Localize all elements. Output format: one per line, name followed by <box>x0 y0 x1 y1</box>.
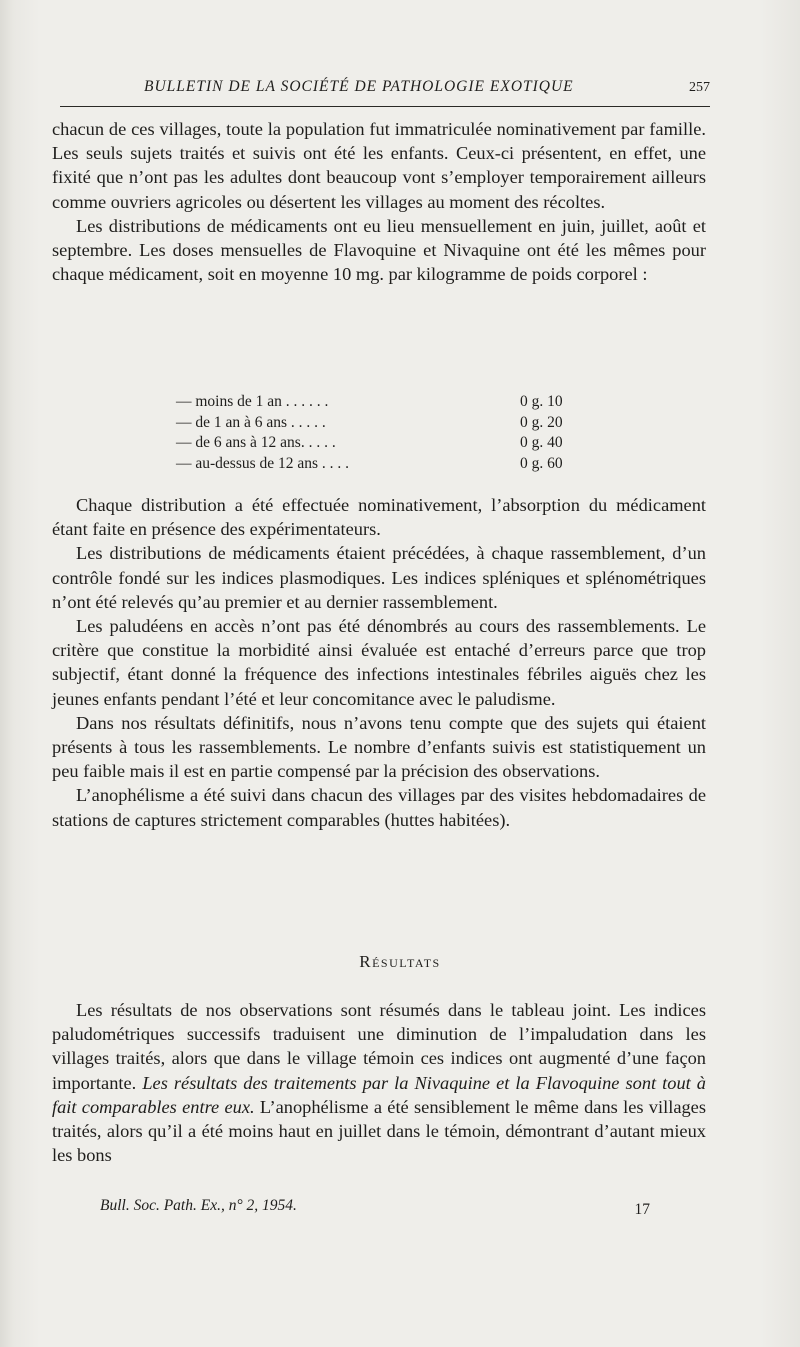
body-text-results <box>52 998 706 1167</box>
page-header <box>60 76 710 107</box>
dose-label: — moins de 1 an . . . . . . <box>176 393 329 410</box>
results-italic-text: Les résultats des traitements par la Nivaquine et la Flavoquine sont tout à fait comparables entre eux. <box>52 1072 706 1117</box>
dose-value: 0 g. 40 <box>520 434 563 451</box>
results-text: Les résultats de nos observations sont résumés dans le tableau joint. Les indices paludométriques successifs traduisent une diminution de l’impaludation dans les villages traités, alors que dans le village témoin ces indices ont augmenté d’une façon importante. <box>52 1000 706 1093</box>
section-title: Résultats <box>359 952 441 971</box>
results-text: L’anophélisme a été sensiblement le même dans les villages traités, alors qu’il a été moins haut en juillet dans le témoin, démontrant d’autant mieux les bons <box>52 1096 706 1166</box>
dose-row <box>176 392 596 413</box>
dose-value: 0 g. 10 <box>520 393 563 410</box>
dose-row <box>176 454 596 475</box>
page-number: 257 <box>689 80 710 95</box>
dose-table <box>176 392 596 474</box>
dose-value: 0 g. 60 <box>520 454 563 472</box>
body-text-top <box>52 117 706 286</box>
paragraph: L’anophélisme a été suivi dans chacun des villages par des visites hebdomadaires de stations de captures strictement comparables (huttes habitées). <box>52 785 706 830</box>
running-title: BULLETIN DE LA SOCIÉTÉ DE PATHOLOGIE EXOTIQUE <box>144 78 574 95</box>
dose-row <box>176 413 596 434</box>
paragraph <box>52 998 706 1167</box>
dose-label: — de 6 ans à 12 ans. . . . . <box>176 434 336 451</box>
dose-value: 0 g. 20 <box>520 413 563 431</box>
paragraph: Les distributions de médicaments ont eu lieu mensuellement en juin, juillet, août et septembre. Les doses mensuelles de Flavoquine et Nivaquine ont été les mêmes pour chaque médicament, soit en moyenne 10 mg. par kilogramme de poids corporel : <box>52 215 706 285</box>
paragraph: Dans nos résultats définitifs, nous n’avons tenu compte que des sujets qui étaient présents à tous les rassemblements. Le nombre d’enfants suivis est statistiquement un peu faible mais il est en partie compensé par la précision des observations. <box>52 712 706 782</box>
signature-mark: 17 <box>634 1201 650 1218</box>
dose-label: — au-dessus de 12 ans . . . . <box>176 454 350 472</box>
paragraph: chacun de ces villages, toute la population fut immatriculée nominativement par famille. Les seuls sujets traités et suivis ont été les enfants. Ceux-ci présentent, en effet, une fixité que n’ont pas les adultes dont beaucoup vont s’employer temporairement ailleurs comme ouvriers agricoles ou désertent les villages au moment des récoltes. <box>52 119 706 212</box>
page-footer <box>100 1197 660 1221</box>
dose-label: — de 1 an à 6 ans . . . . . <box>176 413 326 431</box>
body-text-middle <box>52 493 706 832</box>
footer-citation: Bull. Soc. Path. Ex., n° 2, 1954. <box>100 1197 297 1214</box>
dose-row <box>176 433 596 454</box>
paragraph: Chaque distribution a été effectuée nominativement, l’absorption du médicament étant faite en présence des expérimentateurs. <box>52 495 706 540</box>
paragraph: Les paludéens en accès n’ont pas été dénombrés au cours des rassemblements. Le critère que constitue la morbidité ainsi évaluée est entaché d’erreurs parce que trop subjectif, étant donné la fréquence des infections intestinales fébriles aiguës chez les jeunes enfants pendant l’été et leur concomitance avec le paludisme. <box>52 616 706 709</box>
paragraph: Les distributions de médicaments étaient précédées, à chaque rassemblement, d’un contrôle fondé sur les indices plasmodiques. Les indices spléniques et splénométriques n’ont été relevés qu’au premier et au dernier rassemblement. <box>52 543 706 612</box>
